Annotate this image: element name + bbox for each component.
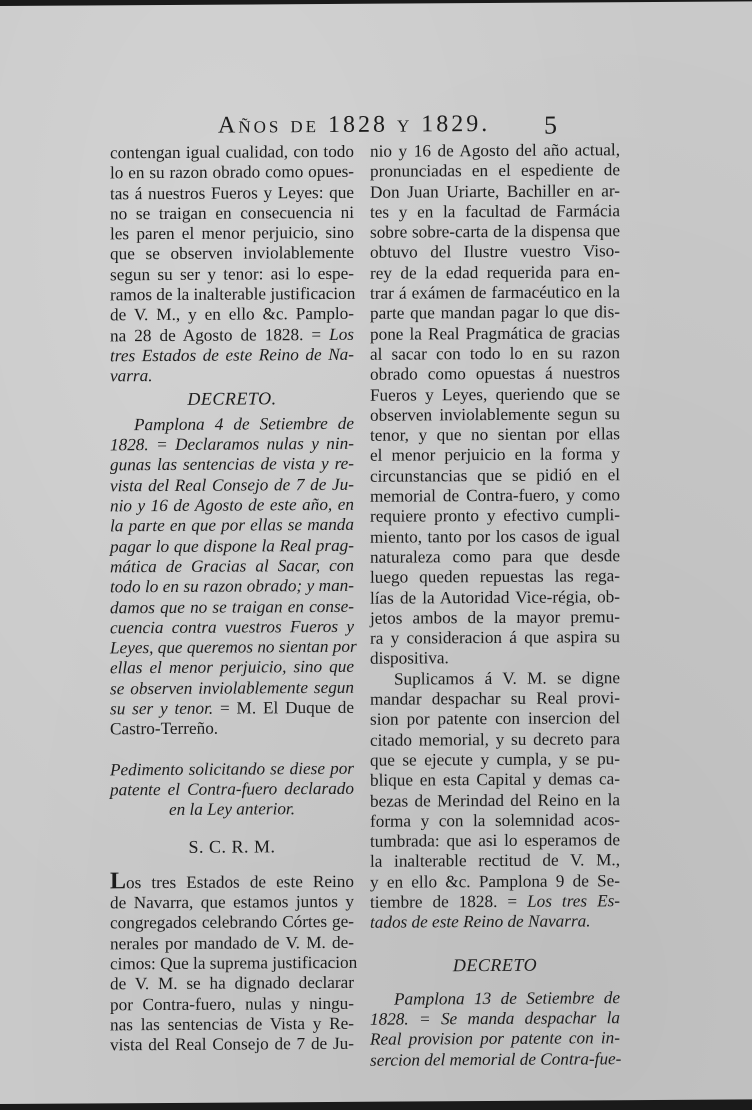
text-line: memorial de Contra-fuero, y como: [370, 485, 620, 506]
text-line: tenor, y que no sientan por ellas: [370, 424, 620, 445]
text-line: lías de la Autoridad Vice-régia, ob-: [370, 586, 620, 608]
text-line: mandar despachar su Real provi-: [370, 688, 620, 709]
text-line: todo lo en su razon obrado; y man-: [110, 576, 354, 597]
right-column: [370, 140, 620, 1071]
text-line: nio y 16 de Agosto de este año, en: [110, 494, 354, 516]
text-line: Fueros y Leyes, queriendo que se: [370, 383, 620, 405]
text-line: al sacar con todo lo en su razon: [370, 343, 620, 364]
text-line: de V. M., y en ello &c. Pamplo-: [110, 304, 354, 325]
text-line: Pamplona 4 de Setiembre de: [134, 413, 354, 435]
text-line: ramos de la inalterable justificacion: [110, 283, 356, 305]
text-line: vista del Real Consejo de 7 de Ju-: [110, 1034, 354, 1055]
text-line: requiere pronto y efectivo cumpli-: [370, 505, 620, 527]
decree-signature-line: Castro-Terreño.: [110, 718, 219, 739]
left-column: [110, 141, 358, 1056]
text-line: parte que mandan pagar lo que dis-: [370, 302, 620, 324]
text-line: 1828. = Se manda despachar la: [370, 1008, 620, 1029]
date-text: na 28 de Agosto de 1828. =: [110, 324, 322, 345]
decree-signature: = M. El Duque de: [220, 697, 355, 718]
text-line: dispositiva.: [370, 648, 449, 669]
text-line: cimos: Que la suprema justificacion: [110, 952, 358, 974]
page-number: 5: [544, 110, 557, 140]
text-line: sercion del memorial de Contra-fue-: [370, 1048, 622, 1070]
text-line: Pamplona 13 de Setiembre de: [394, 988, 620, 1009]
text-line: les paren el menor perjuicio, sino: [110, 223, 354, 244]
text-line: luego queden repuestas las rega-: [370, 566, 620, 587]
text-line: pagar lo que dispone la Real prag-: [110, 535, 354, 556]
text-line: jetos ambos de la mayor premu-: [370, 607, 620, 628]
page-header: [0, 109, 752, 144]
text-line: pone la Real Pragmática de gracias: [370, 322, 620, 344]
text-line: pronunciadas en el espediente de: [370, 160, 620, 182]
text-line: forma y con la solemnidad acos-: [370, 810, 620, 831]
text-line: bezas de Merindad del Reino en la: [370, 789, 620, 811]
text-line: no se traigan en consecuencia ni: [110, 202, 354, 224]
text-line: [110, 870, 354, 894]
text-line: nas las sentencias de Vista y Re-: [110, 1013, 354, 1035]
decreto-paragraph: [110, 413, 357, 740]
supplication-paragraph: [370, 668, 620, 933]
text-line: obrado como opuestas á nuestros: [370, 363, 620, 385]
text-line: se observen inviolablemente segun: [110, 677, 354, 699]
text-line: [370, 891, 620, 913]
text-line: naturaleza como para que desde: [370, 546, 620, 567]
text-line: circunstancias que se pidió en el: [370, 464, 620, 486]
signature-italic: Los tres Es-: [527, 891, 620, 911]
decreto-heading: DECRETO.: [187, 387, 277, 409]
first-line-text: os tres Estados de este Reino: [126, 871, 354, 893]
text-line: que se observen inviolablemente: [110, 243, 354, 264]
signature-line: tados de este Reino de Navarra.: [370, 911, 591, 933]
text-line: nerales por mandado de V. M. de-: [110, 932, 354, 954]
text-line: sion por patente con insercion del: [370, 708, 620, 730]
text-line: segun su ser y tenor: asi lo espe-: [110, 263, 354, 285]
text-line: de V. M. se ha dignado declarar: [110, 973, 354, 994]
text-line: Real provision por patente con in-: [370, 1028, 620, 1050]
text-line: Leyes, que queremos no sientan por: [110, 636, 357, 658]
text-line: rey de la edad requerida para en-: [370, 261, 620, 283]
pedimento-title: [110, 758, 354, 820]
text-line: tas á nuestros Fueros y Leyes: que: [110, 182, 354, 203]
text-line: ellas el menor perjuicio, sino que: [110, 657, 354, 678]
text-line: miento, tanto por los casos de igual: [370, 525, 620, 547]
text-line: [110, 698, 354, 720]
text-line: blique en esta Capital y demas ca-: [370, 769, 620, 790]
scrm-heading: S. C. R. M.: [188, 835, 276, 857]
text-line: Don Juan Uriarte, Bachiller en ar-: [370, 180, 620, 202]
text-line: Suplicamos á V. M. se digne: [394, 667, 620, 689]
scanned-page: [0, 1, 752, 1104]
text-line: citado memorial, y su decreto para: [370, 728, 620, 750]
text-line: que se ejecute y cumpla, y se pu-: [370, 749, 620, 770]
signature-line: tres Estados de este Reino de Na-: [110, 344, 354, 366]
text-line: la inalterable rectitud de V. M.,: [370, 850, 620, 872]
text-line: obtuvo del Ilustre vuestro Viso-: [370, 241, 620, 263]
text-line: congregados celebrando Córtes ge-: [110, 912, 354, 933]
text-line: damos que no se traigan en conse-: [110, 596, 354, 617]
decreto-heading: DECRETO: [452, 954, 538, 975]
text-line: observen inviolablemente segun su: [370, 404, 620, 425]
text-line: vista del Real Consejo de 7 de Ju-: [110, 474, 354, 496]
petition-continued-paragraph: [370, 140, 620, 669]
text-line: y en ello &c. Pamplona 9 de Se-: [370, 870, 620, 892]
title-line: Pedimento solicitando se diese por: [110, 758, 354, 779]
text-line: lo en su razon obrado como opues-: [110, 162, 354, 183]
text-line: de Navarra, que estamos juntos y: [110, 891, 354, 913]
date-text: tiembre de 1828. =: [370, 891, 518, 912]
text-line: tumbrada: que asi lo esperamos de: [370, 830, 620, 851]
text-line: [110, 325, 354, 347]
text-line: el menor perjuicio en la forma y: [370, 444, 620, 466]
text-line: por Contra-fuero, nulas y ningu-: [110, 993, 354, 1014]
text-line: nio y 16 de Agosto del año actual,: [370, 140, 620, 161]
text-line: mática de Gracias al Sacar, con: [110, 555, 354, 577]
text-line: trar á exámen de farmacéutico en la: [370, 282, 620, 303]
title-line: patente el Contra-fuero declarado: [110, 778, 354, 800]
text-line: sobre sobre-carta de la dispensa que: [370, 221, 620, 242]
drop-cap: L: [110, 868, 127, 895]
text-line: contengan igual cualidad, con todo: [110, 141, 354, 163]
text-line: gunas las sentencias de vista y re-: [110, 454, 354, 475]
petition-body-paragraph: [110, 868, 358, 1056]
petition-conclusion-paragraph: [110, 142, 354, 387]
signature-italic: Los: [329, 324, 354, 344]
title-line: en la Ley anterior.: [168, 799, 296, 820]
text-line: ra y consideracion á que aspira su: [370, 627, 620, 648]
signature-line: varra.: [110, 366, 153, 386]
text-line: cuencia contra vuestros Fueros y: [110, 616, 354, 638]
decreto-paragraph: [370, 988, 620, 1071]
running-title: Años de 1828 y 1829.: [218, 111, 491, 139]
decree-text: su ser y tenor.: [110, 698, 214, 719]
text-line: 1828. = Declaramos nulas y nin-: [110, 433, 354, 455]
text-line: tes y en la facultad de Farmácia: [370, 201, 620, 222]
text-line: la parte en que por ellas se manda: [110, 515, 354, 536]
